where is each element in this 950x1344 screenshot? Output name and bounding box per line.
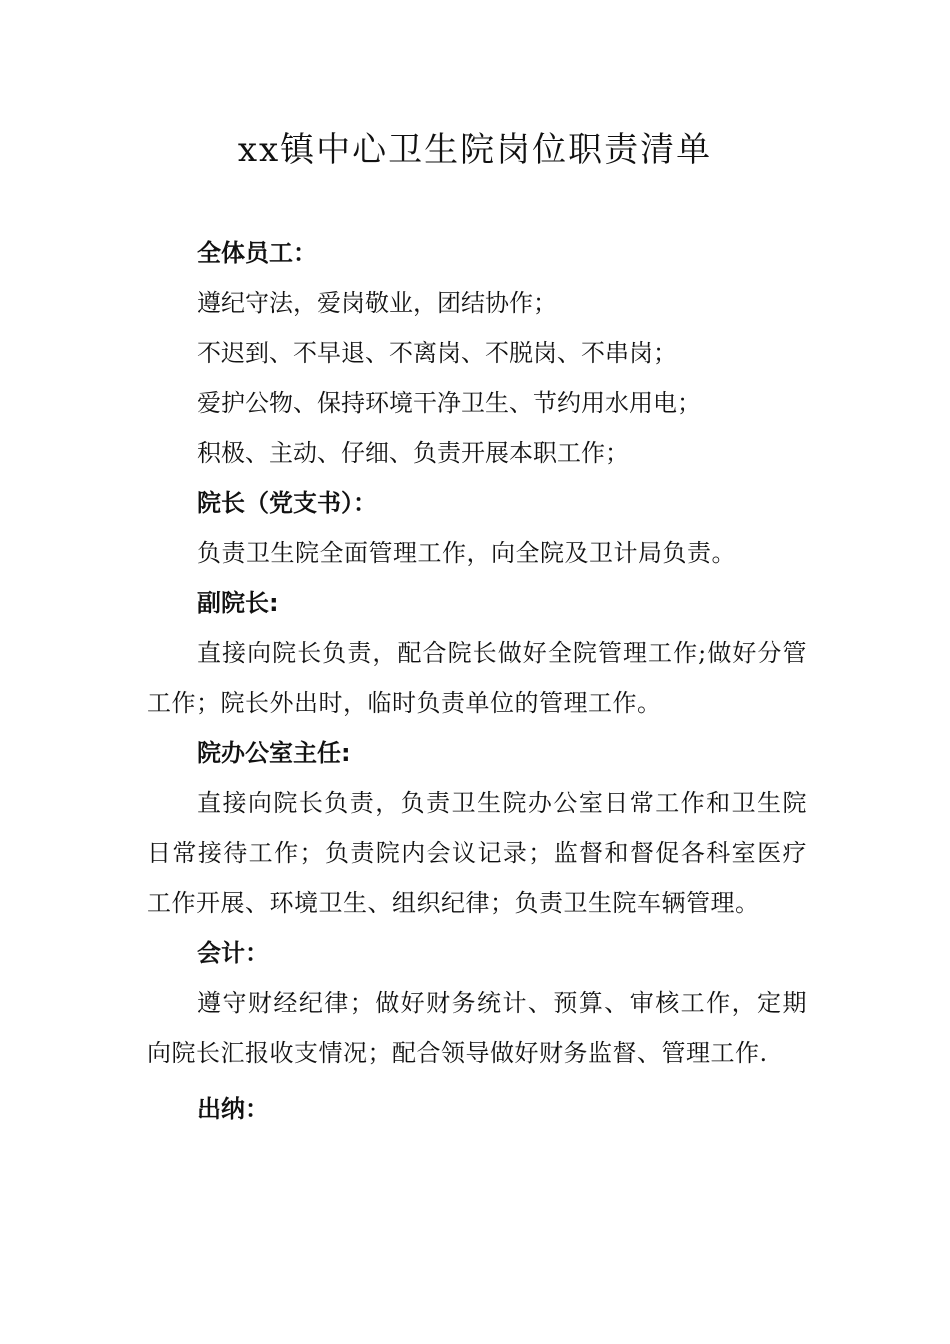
duty-line: 积极、主动、仔细、负责开展本职工作； <box>197 439 629 467</box>
duty-paragraph: 遵守财经纪律；做好财务统计、预算、审核工作，定期向院长汇报收支情况；配合领导做好财务监督、管理工作. <box>147 989 807 1067</box>
document-body <box>147 228 807 1134</box>
section-heading: 院长（党支书）： <box>197 489 377 517</box>
duty-paragraph: 负责卫生院全面管理工作，向全院及卫计局负责。 <box>197 539 736 567</box>
section-heading: 出纳： <box>197 1095 269 1123</box>
section-heading: 会计： <box>197 939 269 967</box>
section-heading: 全体员工： <box>197 239 317 267</box>
duty-line: 遵纪守法，爱岗敬业，团结协作； <box>197 289 557 317</box>
section-heading: 院办公室主任: <box>197 739 351 767</box>
page-title: xx镇中心卫生院岗位职责清单 <box>237 130 713 170</box>
duty-line: 爱护公物、保持环境干净卫生、节约用水用电； <box>197 389 701 417</box>
duty-paragraph: 直接向院长负责，配合院长做好全院管理工作;做好分管工作；院长外出时，临时负责单位的管理工作。 <box>147 639 807 717</box>
duty-line: 不迟到、不早退、不离岗、不脱岗、不串岗； <box>197 339 677 367</box>
section-heading: 副院长: <box>197 589 279 617</box>
duty-paragraph: 直接向院长负责，负责卫生院办公室日常工作和卫生院日常接待工作；负责院内会议记录；监督和督促各科室医疗工作开展、环境卫生、组织纪律；负责卫生院车辆管理。 <box>147 789 807 917</box>
